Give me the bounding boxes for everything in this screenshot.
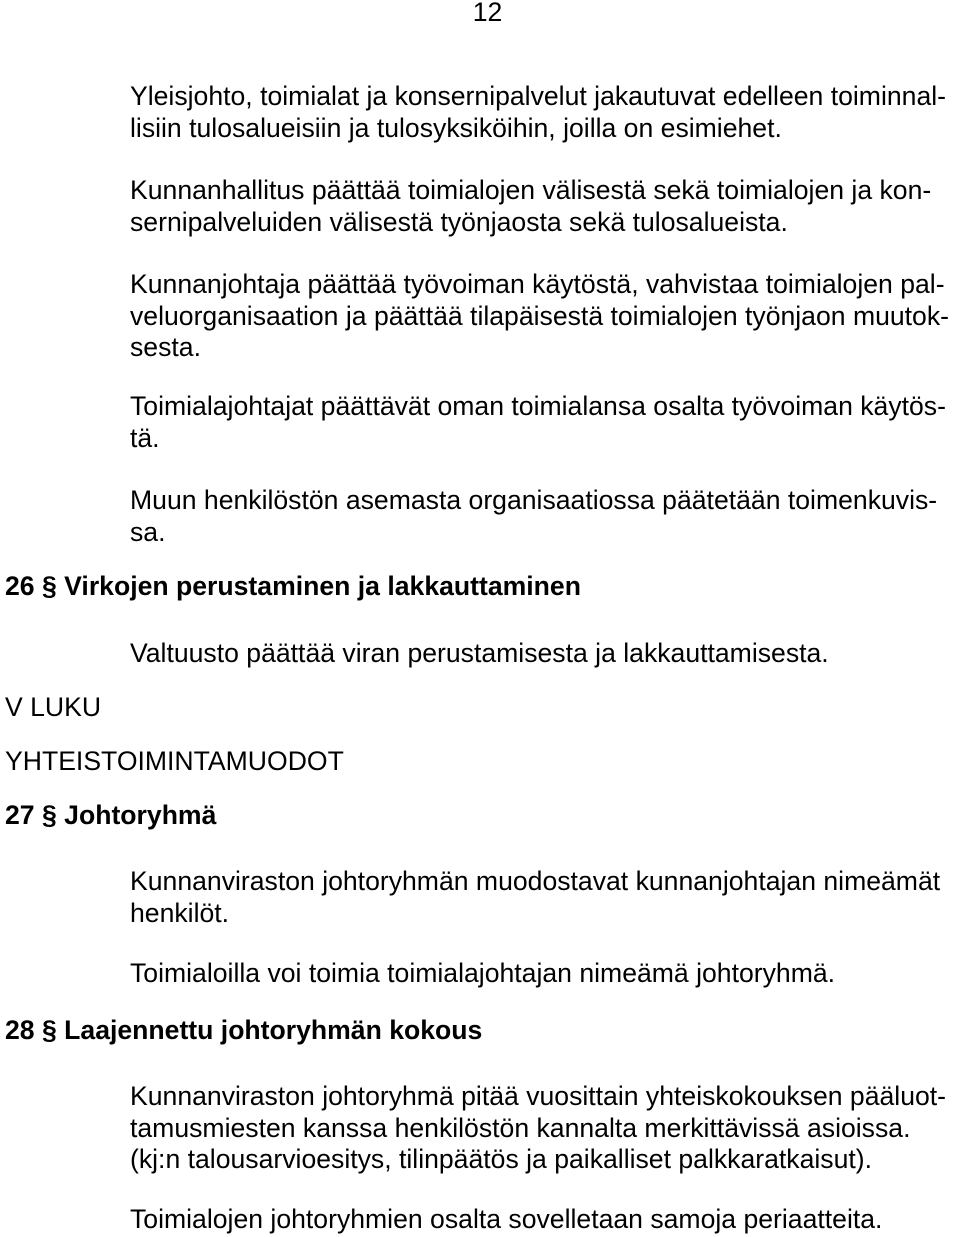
paragraph-council-decides: [130, 637, 960, 669]
text-line: Toimialajohtajat päättävät oman toimialansa osalta työvoiman käytös-: [130, 391, 946, 421]
paragraph-municipal-manager: [130, 268, 960, 363]
section-sign: §: [41, 571, 57, 601]
text-line: Kunnanhallitus päättää toimialojen välisestä sekä toimialojen ja kon-: [130, 175, 932, 205]
paragraph-sector-directors: [130, 390, 960, 453]
section-sign: §: [41, 1015, 57, 1045]
text-line: veluorganisaation ja päättää tilapäisestä toimialojen työnjaon muutok-: [130, 300, 950, 331]
text-line: Toimialojen johtoryhmien osalta sovelletaan samoja periaatteita.: [130, 1204, 883, 1234]
chapter-label: V LUKU: [5, 692, 102, 722]
text-line: sa.: [130, 516, 166, 547]
section-number: 28: [5, 1015, 35, 1045]
text-line: lisiin tulosalueisiin ja tulosyksiköihin, joilla on esimiehet.: [130, 113, 782, 143]
text-line: Valtuusto päättää viran perustamisesta ja lakkauttamisesta.: [130, 638, 829, 668]
text-line: Kunnanviraston johtoryhmä pitää vuosittain yhteiskokouksen pääluot-: [130, 1081, 947, 1111]
section-heading-28: [5, 1014, 482, 1046]
section-heading-26: [5, 570, 581, 602]
text-line: Kunnanjohtaja päättää työvoiman käytöstä, vahvistaa toimialojen pal-: [130, 269, 945, 299]
paragraph-other-staff: [130, 484, 960, 547]
paragraph-sector-management-group: [130, 957, 960, 989]
text-line: Muun henkilöstön asemasta organisaatiossa päätetään toimenkuvis-: [130, 485, 938, 515]
section-title: Laajennettu johtoryhmän kokous: [64, 1015, 483, 1045]
text-line: Yleisjohto, toimialat ja konsernipalvelut jakautuvat edelleen toiminnal-: [130, 81, 947, 111]
text-line: henkilöt.: [130, 897, 230, 928]
chapter-title: YHTEISTOIMINTAMUODOT: [5, 746, 344, 776]
text-line: (kj:n talousarvioesitys, tilinpäätös ja paikalliset palkkaratkaisut).: [130, 1144, 873, 1174]
paragraph-municipal-board: [130, 174, 960, 238]
section-sign: §: [41, 800, 57, 830]
section-title: Virkojen perustaminen ja lakkauttaminen: [64, 571, 581, 601]
text-line: sernipalveluiden välisestä työnjaosta sekä tulosalueista.: [130, 207, 788, 237]
section-number: 26: [5, 571, 35, 601]
text-line: tamusmiesten kanssa henkilöstön kannalta merkittävissä asioissa.: [130, 1112, 911, 1143]
text-line: Toimialoilla voi toimia toimialajohtajan nimeämä johtoryhmä.: [130, 958, 836, 988]
text-line: sesta.: [130, 332, 201, 362]
paragraph-management-group: [130, 865, 960, 928]
section-heading-27: [5, 799, 216, 831]
page-number: 12: [472, 0, 503, 27]
paragraph-general-management: [130, 80, 960, 144]
section-title: Johtoryhmä: [64, 800, 217, 830]
text-line: tä.: [130, 422, 160, 453]
section-number: 27: [5, 800, 35, 830]
paragraph-joint-meeting: [130, 1080, 960, 1175]
text-line: Kunnanviraston johtoryhmän muodostavat kunnanjohtajan nimeämät: [130, 866, 941, 896]
paragraph-same-principles: [130, 1203, 960, 1235]
